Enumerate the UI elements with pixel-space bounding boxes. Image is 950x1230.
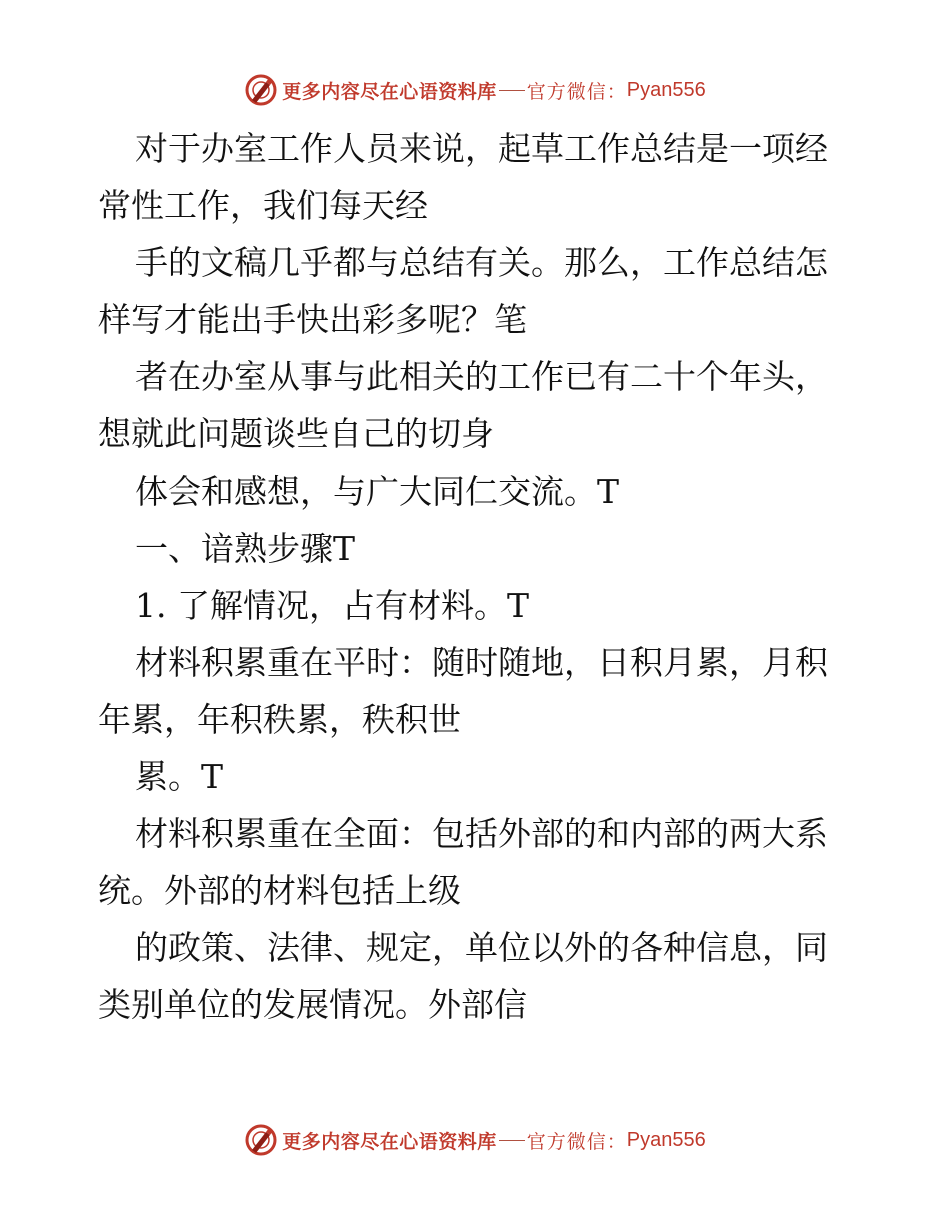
- banner-dash: [499, 1140, 525, 1141]
- text-line: 累。T: [135, 757, 224, 797]
- banner-wechat-label: 官方微信：: [526, 80, 627, 103]
- banner-wechat-label: 官方微信：: [526, 1130, 627, 1153]
- text-line: 材料积累重在平时：随时随地，日积月累，月积: [135, 642, 828, 682]
- text-line: 对于办室工作人员来说，起草工作总结是一项经: [135, 129, 828, 168]
- subsection-heading: 1. 了解情况，占有材料。T: [135, 585, 529, 625]
- section-heading: 一、谙熟步骤T: [135, 528, 356, 568]
- text-line: 想就此问题谈些自己的切身: [98, 414, 494, 454]
- text-line: 样写才能出手快出彩多呢？笔: [98, 300, 527, 340]
- banner-text: 更多内容尽在心语资料库: [282, 80, 497, 103]
- pen-logo-icon: [244, 73, 278, 107]
- text-line: 类别单位的发展情况。外部信: [98, 985, 527, 1025]
- banner-dash: [499, 90, 525, 91]
- pen-logo-icon: [244, 1123, 278, 1157]
- banner-text: 更多内容尽在心语资料库: [282, 1130, 497, 1153]
- text-line: 年累，年积秩累，秩积世: [98, 699, 461, 739]
- text-line: 体会和感想，与广大同仁交流。T: [135, 471, 620, 511]
- text-line: 常性工作，我们每天经: [98, 186, 428, 226]
- header-banner: [0, 70, 950, 110]
- banner-wechat-id: Pyan556: [626, 1128, 706, 1151]
- footer-banner: [0, 1120, 950, 1160]
- text-line: 者在办室从事与此相关的工作已有二十个年头，: [135, 357, 828, 397]
- text-line: 的政策、法律、规定，单位以外的各种信息，同: [135, 928, 828, 968]
- banner-wechat-id: Pyan556: [626, 78, 706, 101]
- text-line: 手的文稿几乎都与总结有关。那么，工作总结怎: [135, 243, 828, 283]
- text-line: 材料积累重在全面：包括外部的和内部的两大系: [135, 814, 828, 854]
- text-line: 统。外部的材料包括上级: [98, 871, 461, 911]
- document-body: [98, 120, 858, 1034]
